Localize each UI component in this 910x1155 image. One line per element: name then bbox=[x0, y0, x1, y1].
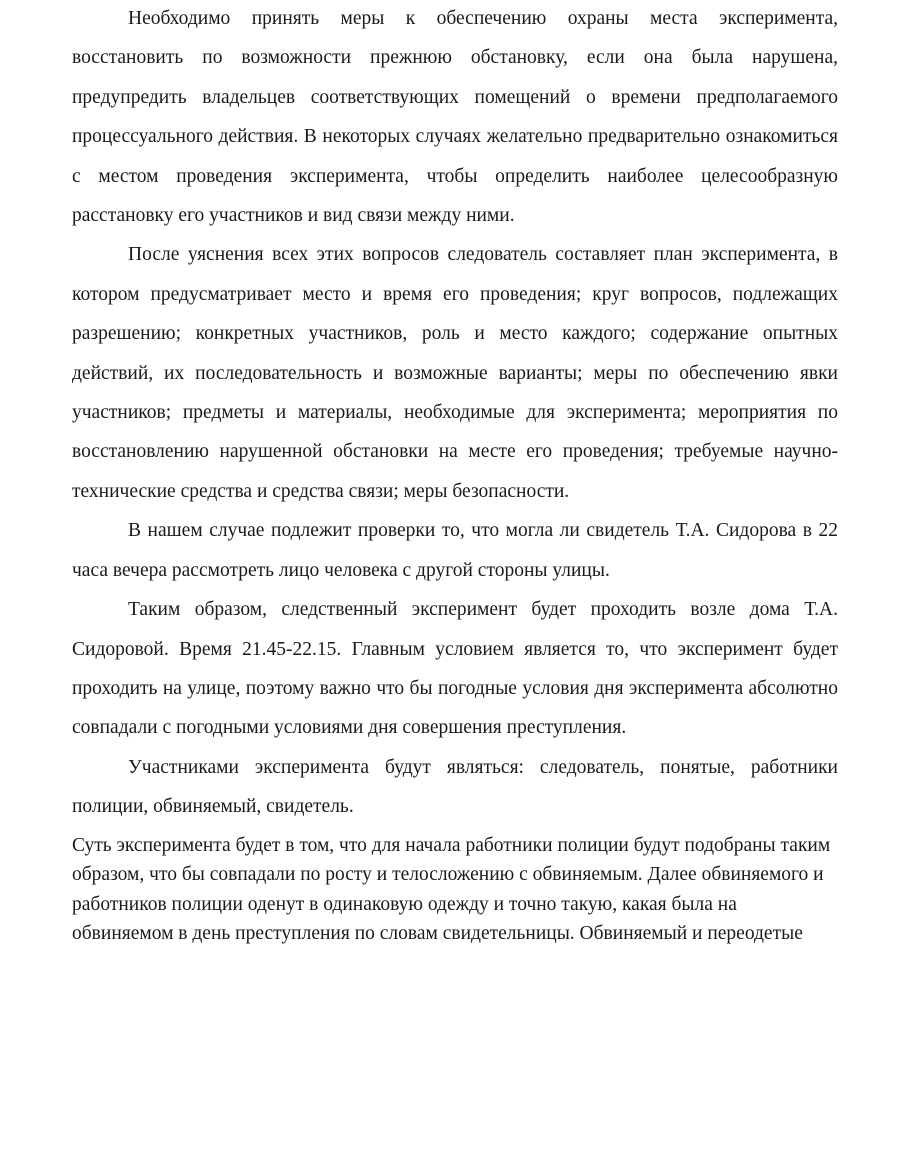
paragraph-experiment-essence: Суть эксперимента будет в том, что для начала работники полиции будут подобраны таким образом, что бы совпадали по росту и телосложению с обвиняемым. Далее обвиняемого и работников полиции оденут в одинаковую одежду и точно такую, какая была на обвиняемом в день преступления по словам свидетельницы. Обвиняемый и переодетые bbox=[72, 834, 831, 945]
paragraph-time-and-place: Таким образом, следственный эксперимент будет проходить возле дома Т.А. Сидоровой. Время 21.45-22.15. Главным условием является то, что эксперимент будет проходить на улице, поэтому важно что бы погодные условия дня эксперимента абсолютно совпадали с погодными условиями дня совершения преступления. bbox=[72, 599, 838, 739]
document-page bbox=[72, 0, 838, 949]
paragraph-crime-scene-protection: Необходимо принять меры к обеспечению охраны места эксперимента, восстановить по возможности прежнюю обстановку, если она была нарушена, предупредить владельцев соответствующих помещений о времени предполагаемого процессуального действия. В некоторых случаях желательно предварительно ознакомиться с местом проведения эксперимента, чтобы определить наиболее целесообразную расстановку его участников и вид связи между ними. bbox=[72, 8, 838, 227]
paragraph-experiment-plan: После уяснения всех этих вопросов следователь составляет план эксперимента, в котором предусматривает место и время его проведения; круг вопросов, подлежащих разрешению; конкретных участников, роль и место каждого; содержание опытных действий, их последовательность и возможные варианты; меры по обеспечению явки участников; предметы и материалы, необходимые для эксперимента; мероприятия по восстановлению нарушенной обстановки на месте его проведения; требуемые научно-технические средства и средства связи; меры безопасности. bbox=[72, 244, 838, 502]
paragraph-case-question: В нашем случае подлежит проверки то, что могла ли свидетель Т.А. Сидорова в 22 часа вечера рассмотреть лицо человека с другой стороны улицы. bbox=[72, 520, 838, 581]
paragraph-participants: Участниками эксперимента будут являться: следователь, понятые, работники полиции, обвиняемый, свидетель. bbox=[72, 756, 838, 818]
